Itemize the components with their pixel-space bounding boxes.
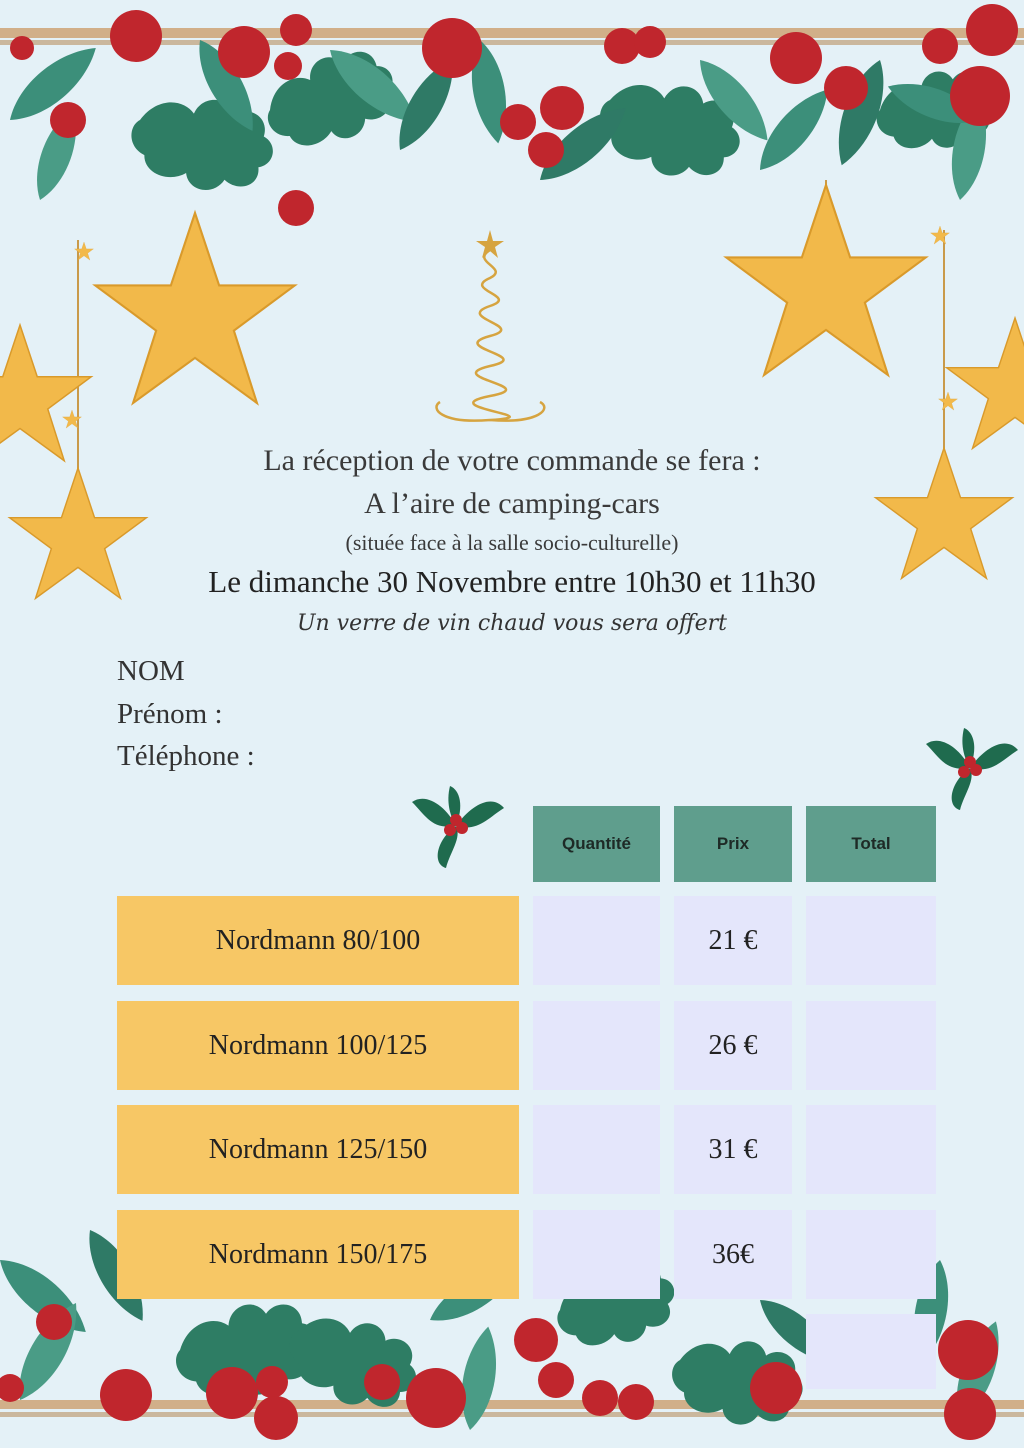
holly-sprig-left xyxy=(412,786,504,868)
christmas-tree-ornament xyxy=(437,230,545,421)
nom-field-label: NOM xyxy=(117,655,185,687)
grand-total-cell[interactable] xyxy=(806,1314,936,1389)
price-cell: 26 € xyxy=(674,1001,792,1090)
header-price: Prix xyxy=(674,806,792,882)
header-quantity: Quantité xyxy=(533,806,660,882)
price-cell: 31 € xyxy=(674,1105,792,1194)
total-cell[interactable] xyxy=(806,1105,936,1194)
product-cell: Nordmann 150/175 xyxy=(117,1210,519,1299)
holly-sprig-right xyxy=(926,728,1018,810)
product-cell: Nordmann 80/100 xyxy=(117,896,519,985)
total-cell[interactable] xyxy=(806,896,936,985)
total-cell[interactable] xyxy=(806,1210,936,1299)
header-total: Total xyxy=(806,806,936,882)
delivery-line-1: La réception de votre commande se fera : xyxy=(263,444,761,477)
telephone-field-label: Téléphone : xyxy=(117,740,255,772)
total-cell[interactable] xyxy=(806,1001,936,1090)
delivery-date: Le dimanche 30 Novembre entre 10h30 et 11h30 xyxy=(208,564,816,599)
quantity-cell[interactable] xyxy=(533,896,660,985)
mulled-wine-note: Un verre de vin chaud vous sera offert xyxy=(296,611,728,636)
product-cell: Nordmann 100/125 xyxy=(117,1001,519,1090)
prenom-field-label: Prénom : xyxy=(117,698,223,730)
price-cell: 36€ xyxy=(674,1210,792,1299)
delivery-location-note: (située face à la salle socio-culturelle) xyxy=(345,530,679,555)
quantity-cell[interactable] xyxy=(533,1210,660,1299)
price-cell: 21 € xyxy=(674,896,792,985)
quantity-cell[interactable] xyxy=(533,1001,660,1090)
quantity-cell[interactable] xyxy=(533,1105,660,1194)
product-cell: Nordmann 125/150 xyxy=(117,1105,519,1194)
delivery-location: A l’aire de camping-cars xyxy=(364,487,660,520)
